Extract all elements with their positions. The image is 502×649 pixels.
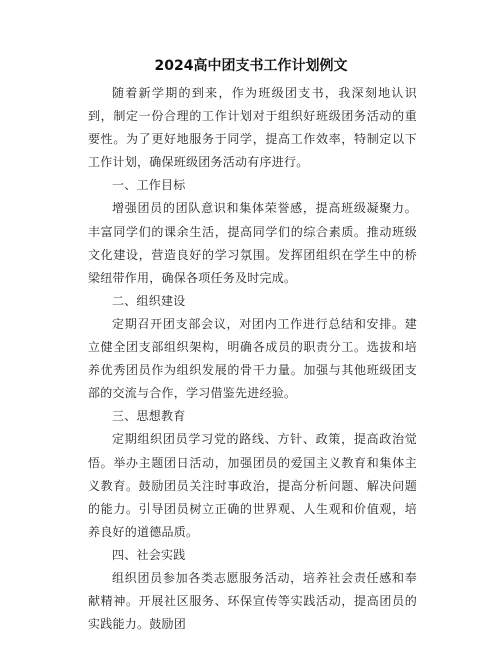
section-heading-goals: 一、工作目标 xyxy=(112,178,186,193)
section-text-practice: 组织团员参加各类志愿服务活动，培养社会责任感和奉献精神。开展社区服务、环保宣传等实践活动，提高团员的实践能力。鼓励团 xyxy=(88,570,417,632)
section-text-goals: 增强团员的团队意识和集体荣誉感，提高班级凝聚力。丰富同学们的课余生活，提高同学们的综合素质。推动班级文化建设，营造良好的学习氛围。发挥团组织在学生中的桥梁纽带作用，确保各项任务及时完成。 xyxy=(88,201,417,285)
section-heading-organization: 二、组织建设 xyxy=(112,293,186,308)
section-heading-practice: 四、社会实践 xyxy=(112,547,186,562)
intro-paragraph: 随着新学期的到来，作为班级团支书，我深刻地认识到，制定一份合理的工作计划对于组织好班级团务活动的重要性。为了更好地服务于同学，提高工作效率，特制定以下工作计划，确保班级团务活动有序进行。 xyxy=(88,86,417,170)
section-heading-ideology: 三、思想教育 xyxy=(112,409,186,424)
section-text-organization: 定期召开团支部会议，对团内工作进行总结和安排。建立健全团支部组织架构，明确各成员的职责分工。选拔和培养优秀团员作为组织发展的骨干力量。加强与其他班级团支部的交流与合作，学习借鉴先进经验。 xyxy=(88,316,417,401)
document-body xyxy=(88,82,417,636)
section-text-ideology: 定期组织团员学习党的路线、方针、政策，提高政治觉悟。举办主题团日活动，加强团员的爱国主义教育和集体主义教育。鼓励团员关注时事政治，提高分析问题、解决问题的能力。引导团员树立正确的世界观、人生观和价值观，培养良好的道德品质。 xyxy=(88,432,417,539)
document-title: 2024高中团支书工作计划例文 xyxy=(154,58,348,74)
